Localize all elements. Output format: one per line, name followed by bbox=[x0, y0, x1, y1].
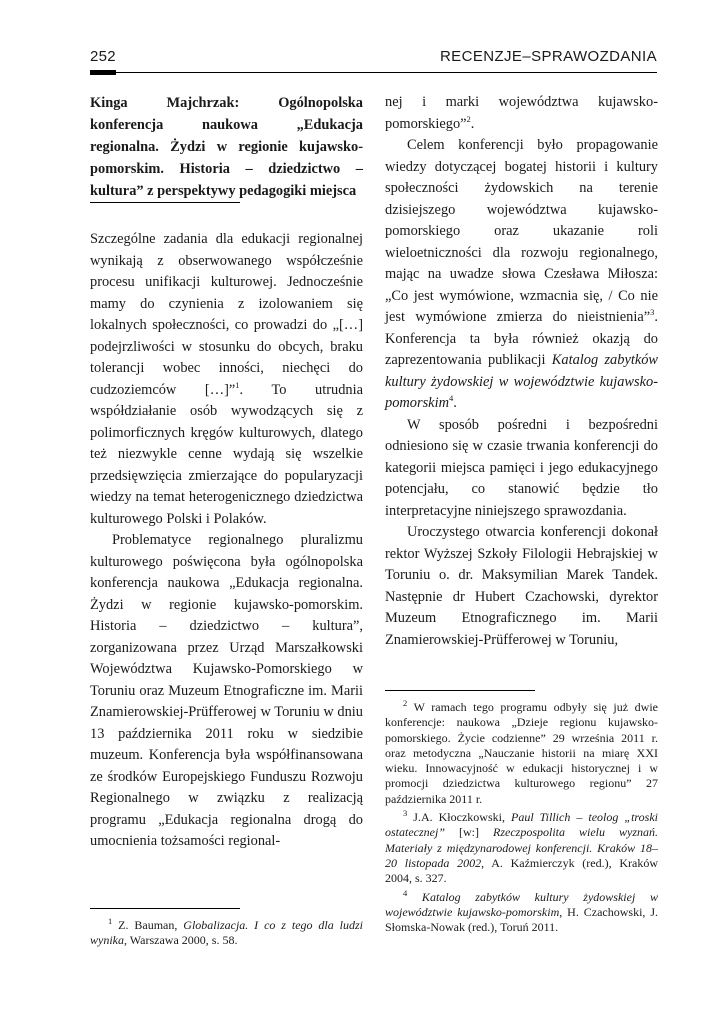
footnote-ref: 2 bbox=[466, 113, 471, 124]
footnote-italic: Rzeczpospolita wielu wyznań. Materiały z międzynarodowej konferencji. Kraków 18–20 listopada 2002 bbox=[385, 825, 658, 870]
paragraph bbox=[385, 135, 658, 415]
footnotes-left bbox=[90, 908, 363, 952]
paragraph-text: . bbox=[470, 115, 475, 132]
paragraph-text: Szczególne zadania dla edukacji regionalnej wynikają z obserwowanego współcześnie procesu unifikacji kulturowej. Jednocześnie mamy do czynienia z izolowaniem się lokalnych społeczności, co prowadzi do „[…] podejrzliwości w stosunku do obcych, braku tolerancji wobec inności, niechęci do cudzoziemców […]” bbox=[90, 231, 363, 398]
paragraph: Problematyce regionalnego pluralizmu kulturowego poświęcona była ogólnopolska konferencja naukowa „Edukacja regionalna. Żydzi w regionie kujawsko-pomorskim. Historia – dziedzictwo – kultura”, zorganizowana przez Urząd Marszałkowski Województwa Kujawsko-Pomorskiego w Toruniu oraz Muzeum Etnograficzne im. Marii Znamierowskiej-Prüfferowej w Toruniu w dniu 13 października 2011 roku w siedzibie muzeum. Konferencja była współfinansowana ze środków Europejskiego Funduszu Rozwoju Regionalnego w związku z realizacją programu „Edukacja regionalna drogą do umocnienia tożsamości regional- bbox=[90, 532, 363, 849]
footnote-number: 3 bbox=[403, 808, 408, 819]
paragraph-text: Celem konferencji było propagowanie wiedzy dotyczącej bogatej historii i kultury społeczności żydowskich na terenie dzisiejszego województwa kujawsko-pomorskiego oraz ukazanie roli wieloetniczności dla rozwoju regionalnego, mając na uwadze słowa Czesława Miłosza: „Co jest wymówione, wzmacnia się, / Co nie jest wymówione zmierza do nieistnienia” bbox=[385, 137, 658, 325]
section-title: RECENZJE–SPRAWOZDANIA bbox=[439, 48, 657, 65]
footnote-ref: 3 bbox=[650, 307, 655, 318]
article-title: Kinga Majchrzak: Ogólnopolska konferencja naukowa „Edukacja regionalna. Żydzi w regionie kujawsko-pomorskim. Historia – dziedzictwo – kultura” z perspektywy pedagogiki miejsca bbox=[90, 95, 363, 199]
footnote-italic: Globalizacja. I co z tego dla ludzi wynika bbox=[90, 918, 363, 948]
footnote-text: W ramach tego programu odbyły się już dwie konferencje: naukowa „Dzieje regionu kujawsko-pomorskiego. Życie codzienne” 29 września 2011 r. oraz metodyczna „Nauczanie historii na miarę XXI wieku. Innowacyjność w edukacji historycznej i w promocji dziedzictwa kulturowego regionu” 27 października 2011 r. bbox=[385, 700, 658, 806]
footnote-ref: 4 bbox=[448, 393, 454, 404]
paragraph-text: . Konferencja ta była również okazją do zaprezentowania publikacji bbox=[385, 309, 658, 368]
paragraph-text: . To utrudnia współdziałanie osób wywodzących się z polimorficznych kręgów kulturowych, dlatego też niezwykle cenne wydają się wszelkie przedsięwzięcia zmierzające do popularyzacji wiedzy na temat heterogenicznego dziedzictwa kulturowego Polski i Polaków. bbox=[90, 381, 363, 527]
footnotes-right bbox=[385, 690, 658, 938]
footnote-rule bbox=[90, 908, 240, 909]
footnote-text: , A. Kaźmierczyk (red.), Kraków 2004, s. 327. bbox=[385, 855, 659, 886]
paragraph-text: nej i marki województwa kujawsko-pomorskiego” bbox=[385, 94, 658, 132]
footnote-rule bbox=[385, 690, 535, 691]
footnote bbox=[90, 918, 363, 949]
footnote-italic: Paul Tillich – teolog „troski ostatecznej” bbox=[385, 810, 658, 840]
paragraph: Uroczystego otwarcia konferencji dokonał rektor Wyższej Szkoły Filologii Hebrajskiej w Toruniu o. dr. Maksymilian Marek Tandek. Następnie dr Hubert Czachowski, dyrektor Muzeum Etnograficznego im. Marii Znamierowskiej-Prüfferowej w Toruniu, bbox=[385, 524, 658, 648]
left-column bbox=[90, 92, 363, 853]
title-rule bbox=[90, 202, 240, 203]
paragraph bbox=[90, 229, 363, 530]
paragraph-text: . bbox=[453, 395, 457, 411]
footnote-italic: Katalog zabytków kultury żydowskiej w województwie kujawsko-pomorskim bbox=[385, 889, 658, 919]
paragraph bbox=[385, 92, 658, 135]
footnote-text: J.A. Kłoczkowski, bbox=[407, 810, 511, 825]
footnote bbox=[385, 887, 658, 936]
footnote-number: 1 bbox=[108, 916, 113, 926]
header-rule bbox=[90, 72, 657, 73]
footnote-text: [w:] bbox=[445, 825, 493, 840]
footnote-text: , H. Czachowski, J. Słomska-Nowak (red.), Toruń 2011. bbox=[385, 904, 658, 935]
footnote-number: 2 bbox=[403, 698, 408, 708]
publication-title: Katalog zabytków kultury żydowskiej w województwie kujawsko-pomorskim bbox=[385, 352, 659, 411]
footnote-text: , Warszawa 2000, s. 58. bbox=[124, 933, 238, 948]
footnote bbox=[385, 810, 658, 886]
paragraph: W sposób pośredni i bezpośredni odniesiono się w czasie trwania konferencji do kategorii miejsca pamięci i jego edukacyjnego potencjału, co stanowić będzie tło interpretacyjne niniejszego sprawozdania. bbox=[385, 416, 658, 519]
page-number: 252 bbox=[90, 48, 116, 65]
footnote-ref: 1 bbox=[235, 379, 240, 390]
footnote-number: 4 bbox=[403, 887, 408, 898]
footnote bbox=[385, 700, 658, 807]
footnote-text: Z. Bauman, bbox=[112, 918, 184, 932]
header-marker bbox=[90, 70, 116, 75]
right-column bbox=[385, 92, 658, 651]
